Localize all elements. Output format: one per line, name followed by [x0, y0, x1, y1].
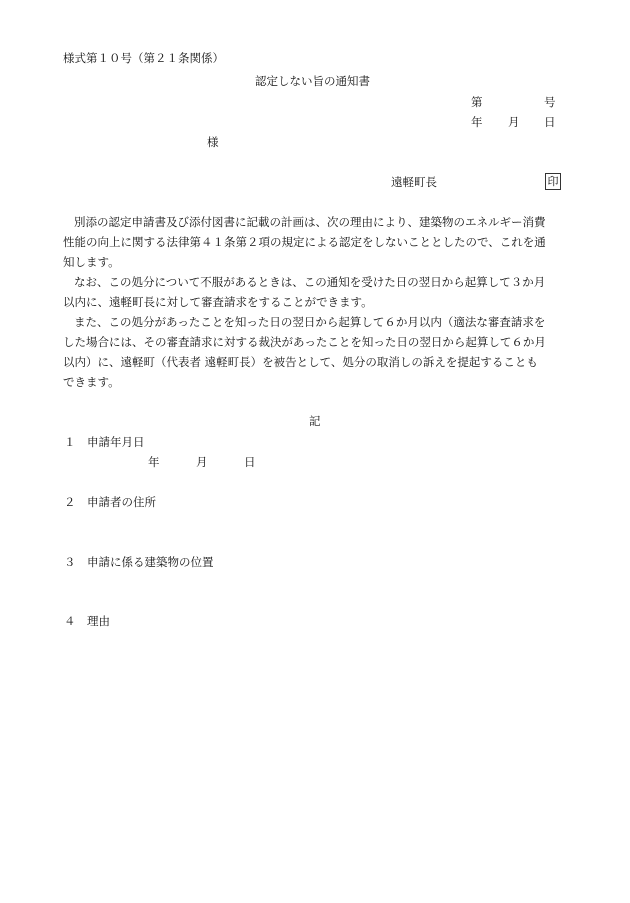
body-paragraph-2 [63, 272, 573, 312]
item-date-day: 日 [244, 455, 256, 469]
item-label: 申請者の住所 [87, 495, 156, 509]
body-line: なお、この処分について不服があるときは、この通知を受けた日の翌日から起算して３か月 [74, 275, 546, 289]
body-line: 別添の認定申請書及び添付図書に記載の計画は、次の理由により、建築物のエネルギー消費 [74, 215, 546, 229]
body-line: 性能の向上に関する法律第４１条第２項の規定による認定をしないこととしたので、これを通 [63, 235, 546, 249]
body-line: 以内に、遠軽町長に対して審査請求をすることができます。 [63, 295, 373, 309]
body-line: した場合には、その審査請求に対する裁決があったことを知った日の翌日から起算して６か月 [63, 335, 546, 349]
body-paragraph-3 [63, 312, 573, 392]
item-number: １ [64, 435, 76, 449]
body-line: できます。 [63, 375, 120, 389]
date-year: 年 [471, 115, 483, 129]
date-day: 日 [544, 115, 556, 129]
date-month: 月 [508, 115, 520, 129]
body-paragraph-1 [63, 212, 573, 272]
item-number: ２ [64, 495, 76, 509]
item-label: 理由 [87, 614, 110, 628]
sender-name: 遠軽町長 [391, 175, 437, 189]
body-line: 知します。 [63, 255, 120, 269]
ki-heading: 記 [309, 414, 321, 428]
body-line: 以内）に、遠軽町（代表者 遠軽町長）を被告として、処分の取消しの訴えを提起することも [63, 355, 538, 369]
addressee-suffix: 様 [207, 135, 219, 149]
item-number: ３ [64, 555, 76, 569]
item-number: ４ [64, 614, 76, 628]
doc-number-suffix: 号 [544, 95, 556, 109]
body-line: また、この処分があったことを知った日の翌日から起算して６か月以内（適法な審査請求を [74, 315, 546, 329]
seal-mark: 印 [545, 173, 561, 190]
form-number: 様式第１０号（第２１条関係） [63, 51, 224, 65]
item-date-year: 年 [148, 455, 160, 469]
item-label: 申請年月日 [87, 435, 145, 449]
item-date-month: 月 [196, 455, 208, 469]
doc-number-prefix: 第 [471, 95, 483, 109]
document-title: 認定しない旨の通知書 [255, 74, 370, 88]
item-label: 申請に係る建築物の位置 [87, 555, 214, 569]
